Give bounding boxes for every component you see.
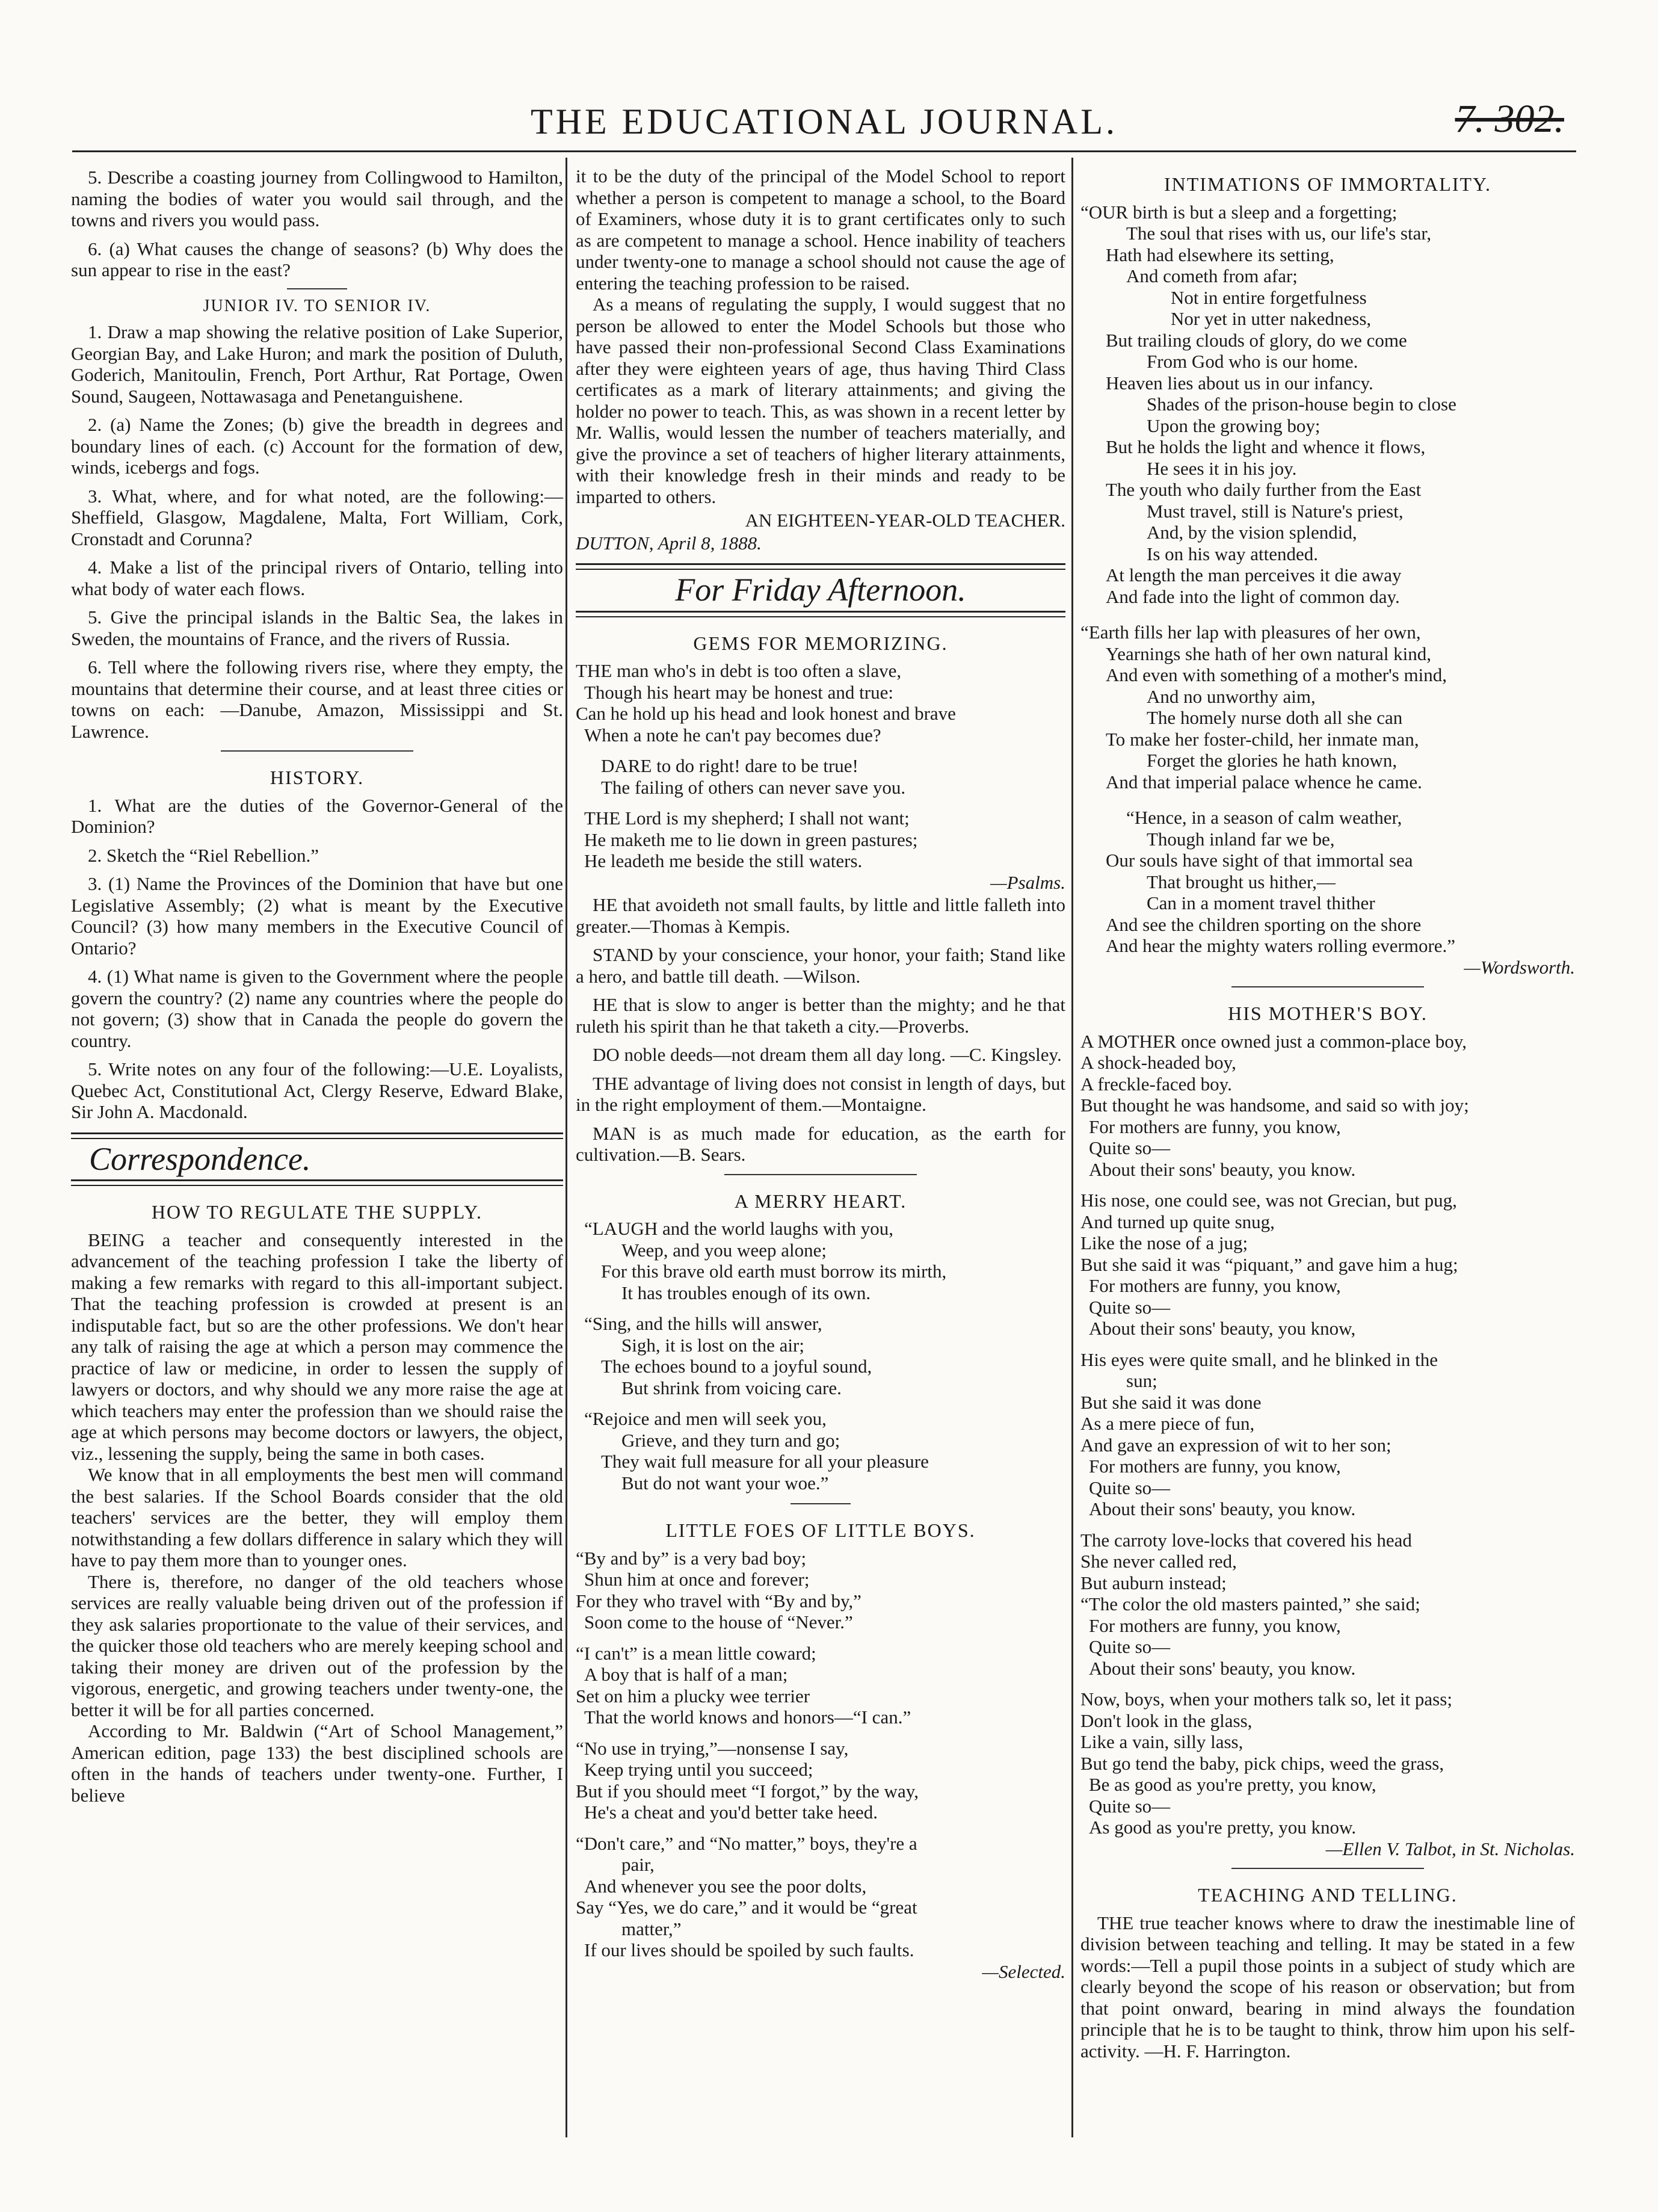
poem-line: That brought us hither,— [1147,871,1336,892]
poem-line: Quite so— [1089,1296,1171,1318]
history-question: 1. What are the duties of the Governor-General of the Dominion? [71,794,563,837]
poem-line: From God who is our home. [1147,351,1358,372]
poem-line: And even with something of a mother's mind, [1106,664,1447,685]
poem-line: For mothers are funny, you know, [1089,1275,1341,1296]
teaching-heading: TEACHING AND TELLING. [1198,1884,1458,1906]
poem-line: “No use in trying,”—nonsense I say, [576,1737,849,1759]
junior-question: 5. Give the principal islands in the Baltic Sea, the lakes in Sweden, the mountains of France, and the rivers of Russia. [71,607,563,649]
divider [1231,1868,1424,1869]
poem-line: He sees it in his joy. [1147,457,1297,479]
letter-signature: AN EIGHTEEN-YEAR-OLD TEACHER. [745,510,1065,531]
foes-stanza [576,1643,1065,1728]
psalms-attribution: —Psalms. [990,871,1065,893]
divider [221,750,413,752]
column-rule-2 [1071,158,1073,2137]
column-3 [1080,165,1575,2062]
poem-line: He leadeth me beside the still waters. [584,850,863,871]
poem-line: Quite so— [1089,1477,1171,1498]
merry-stanza [576,1218,1065,1303]
supply-heading: HOW TO REGULATE THE SUPPLY. [151,1201,483,1223]
poem-line: For they who travel with “By and by,” [576,1590,861,1611]
poem-line: She never called red, [1080,1551,1237,1572]
history-heading: HISTORY. [270,767,365,788]
poem-line: “Don't care,” and “No matter,” boys, they're a [576,1832,917,1854]
junior-question: 4. Make a list of the principal rivers of Ontario, telling into what body of water each flows. [71,557,563,599]
poem-line: They wait full measure for all your pleasure [601,1451,929,1472]
gems-heading: GEMS FOR MEMORIZING. [693,632,948,654]
poem-line: “Earth fills her lap with pleasures of her own, [1080,622,1421,643]
junior-question: 6. Tell where the following rivers rise, where they empty, the mountains that determine their course, and at least three cities or towns on each: —Danube, Amazon, Mississippi and St. Lawrence. [71,656,563,742]
gem-prose: MAN is as much made for education, as the earth for cultivation.—B. Sears. [576,1122,1065,1165]
poem-line: “Sing, and the hills will answer, [584,1313,822,1334]
talbot-attribution: —Ellen V. Talbot, in St. Nicholas. [1325,1838,1575,1859]
divider [1231,986,1424,987]
poem-line: Upon the growing boy; [1147,415,1321,436]
poem-line: But do not want your woe.” [621,1472,829,1494]
mothers-stanza [1080,1688,1575,1838]
history-question: 2. Sketch the “Riel Rebellion.” [88,844,319,866]
poem-line: But if you should meet “I forgot,” by the way, [576,1780,919,1802]
poem-line: But she said it was done [1080,1391,1262,1413]
geo-question: 6. (a) What causes the change of seasons? (b) Why does the sun appear to rise in the east? [71,238,563,280]
mothers-stanza [1080,1190,1575,1339]
poem-line: The youth who daily further from the East [1106,479,1422,500]
gem-poem [576,660,1065,746]
poem-line: For this brave old earth must borrow its mirth, [601,1261,947,1282]
poem-line: The carroty love-locks that covered his head [1080,1529,1412,1551]
poem-line: When a note he can't pay becomes due? [584,724,881,746]
geo-question: 5. Describe a coasting journey from Collingwood to Hamilton, naming the bodies of water you would sail through, and the towns and rivers you would pass. [71,167,563,230]
immortality-stanza [1080,622,1575,792]
poem-line: Like a vain, silly lass, [1080,1731,1244,1752]
little-foes-heading: LITTLE FOES OF LITTLE BOYS. [665,1519,976,1541]
poem-line: And gave an expression of wit to her son; [1080,1434,1391,1456]
poem-line: A freckle-faced boy. [1080,1073,1232,1095]
history-question: 3. (1) Name the Provinces of the Dominion that have but one Legislative Assembly; (2) what is meant by the Executive Council? (3) how many members in the Executive Council of Ontario? [71,873,563,959]
poem-line: Say “Yes, we do care,” and it would be “great [576,1897,917,1918]
poem-line: About their sons' beauty, you know. [1089,1498,1356,1519]
column-1 [71,165,563,1806]
poem-line: matter,” [621,1918,682,1939]
poem-line: His nose, one could see, was not Grecian, but pug, [1080,1190,1457,1211]
poem-line: “I can't” is a mean little coward; [576,1642,816,1664]
supply-paragraph: BEING a teacher and consequently interested in the advancement of the teaching profession I take the liberty of making a few remarks with regard to this all-important subject. That the teaching profession is crowded at present is an indisputable fact, but so are the other professions. We don't hear any talk of raising the age at which a person may commence the practice of law or medicine, in order to lessen the supply of lawyers or doctors, and why should we any more raise the age at which teachers may enter the profession than we should raise the age at which persons may become doctors or lawyers, the object, viz., lessening the supply, being the same in both cases. [71,1229,563,1464]
supply-paragraph: According to Mr. Baldwin (“Art of School Management,” American edition, page 133) the best disciplined schools are often in the hands of teachers under twenty-one. Further, I believe [71,1720,563,1806]
poem-line: Now, boys, when your mothers talk so, let it pass; [1080,1688,1452,1710]
supply-paragraph: There is, therefore, no danger of the old teachers whose services are really valuable being driven out of the profession if they ask salaries proportionate to the value of their services, and the quicker those old teachers who are merely keeping school and taking their money are driven out of the profession by the vigorous, energetic, and growing teachers under twenty-one, the better it will be for all parties concerned. [71,1571,563,1720]
supply-paragraph: We know that in all employments the best men will command the best salaries. If the School Boards consider that the old teachers' services are the better, they will employ them notwithstanding a few dollars difference in salary which they will have to pay them more than to younger ones. [71,1464,563,1571]
poem-line: Hath had elsewhere its setting, [1106,244,1334,265]
gem-prose: STAND by your conscience, your honor, your faith; Stand like a hero, and battle till death. —Wilson. [576,944,1065,987]
poem-line: “Rejoice and men will seek you, [584,1408,827,1429]
poem-line: And that imperial palace whence he came. [1106,771,1422,792]
poem-line: Can he hold up his head and look honest and brave [576,703,956,724]
poem-line: For mothers are funny, you know, [1089,1116,1341,1137]
immortality-stanza [1080,202,1575,608]
mothers-stanza [1080,1349,1575,1520]
poem-line: But trailing clouds of glory, do we come [1106,329,1407,351]
poem-line: The echoes bound to a joyful sound, [601,1356,872,1377]
column-2 [576,165,1065,1982]
poem-line: Is on his way attended. [1147,543,1318,564]
poem-line: Heaven lies about us in our infancy. [1106,372,1373,394]
poem-line: Set on him a plucky wee terrier [576,1685,810,1707]
poem-line: If our lives should be spoiled by such faults. [584,1939,914,1960]
page-header [72,96,1576,156]
poem-line: Quite so— [1089,1636,1171,1657]
gem-prose: HE that is slow to anger is better than the mighty; and he that ruleth his spirit than he that taketh a city.—Proverbs. [576,994,1065,1037]
poem-line: Shun him at once and forever; [584,1569,810,1590]
divider [724,1174,917,1175]
poem-line: THE man who's in debt is too often a slave, [576,660,902,681]
poem-line: Though inland far we be, [1147,828,1335,850]
poem-line: He's a cheat and you'd better take heed. [584,1802,878,1823]
poem-line: A MOTHER once owned just a common-place boy, [1080,1030,1467,1052]
poem-line: Sigh, it is lost on the air; [621,1334,804,1356]
poem-line: And fade into the light of common day. [1106,585,1400,607]
supply-continued: it to be the duty of the principal of the Model School to report whether a person is competent to manage a school, to the Board of Examiners, whose duty it is to grant certificates only to such as are competent to manage a school. Hence inability of teachers under twenty-one to manage a school should not cause the age of entering the teaching profession to be raised. [576,165,1065,294]
poem-line: He maketh me to lie down in green pastures; [584,829,918,850]
foes-stanza [576,1548,1065,1633]
poem-line: The soul that rises with us, our life's star, [1126,223,1432,244]
poem-line: Soon come to the house of “Never.” [584,1611,853,1633]
poem-line: To make her foster-child, her inmate man, [1106,728,1419,750]
poem-line: “LAUGH and the world laughs with you, [584,1218,893,1239]
gem-prose: DO noble deeds—not dream them all day long. —C. Kingsley. [593,1044,1062,1065]
poem-line: Weep, and you weep alone; [621,1239,827,1261]
merry-stanza [576,1408,1065,1494]
poem-line: About their sons' beauty, you know. [1089,1158,1356,1180]
history-question: 4. (1) What name is given to the Government where the people govern the country? (2) name any countries where the people do not govern; (3) show that in Canada the people do govern the country. [71,966,563,1051]
poem-line: At length the man perceives it die away [1106,564,1402,585]
gem-poem [576,808,1065,872]
section-rule [576,611,1065,617]
teaching-paragraph: THE true teacher knows where to draw the inestimable line of division between teaching and telling. It may be stated in a few words:—Tell a pupil those points in a subject of study which are clearly beyond the scope of his reason or observation; but from that point onward, bearing in mind always the foundation principle that he is to be taught to think, throw him upon his self-activity. —H. F. Harrington. [1080,1912,1575,2062]
poem-line: And cometh from afar; [1126,265,1298,286]
poem-line: But go tend the baby, pick chips, weed the grass, [1080,1752,1444,1774]
poem-line: The homely nurse doth all she can [1147,707,1403,728]
poem-line: A shock-headed boy, [1080,1052,1236,1073]
poem-line: As a mere piece of fun, [1080,1413,1255,1434]
journal-title: THE EDUCATIONAL JOURNAL. [530,102,1118,141]
poem-line: About their sons' beauty, you know. [1089,1657,1356,1679]
immortality-heading: INTIMATIONS OF IMMORTALITY. [1163,173,1492,195]
poem-line: DARE to do right! dare to be true! [601,755,858,776]
poem-line: Keep trying until you succeed; [584,1759,813,1780]
junior-question: 3. What, where, and for what noted, are the following:—Sheffield, Glasgow, Magdalene, Malta, Fort William, Cork, Cronstadt and Corunna? [71,485,563,549]
poem-line: Can in a moment travel thither [1147,892,1375,913]
selected-attribution: —Selected. [982,1960,1065,1982]
friday-afternoon-title: For Friday Afternoon. [675,572,966,608]
section-rule [71,1179,563,1186]
section-rule [576,563,1065,570]
gem-prose: HE that avoideth not small faults, by little and little falleth into greater.—Thomas à Kempis. [576,894,1065,937]
junior-question: 1. Draw a map showing the relative position of Lake Superior, Georgian Bay, and Lake Huron; and mark the position of Duluth, Goderich, Manitoulin, French, Port Arthur, Rat Portage, Owen Sound, Saugeen, Nottawasaga and Penetanguishene. [71,321,563,407]
poem-line: Quite so— [1089,1795,1171,1817]
poem-line: For mothers are funny, you know, [1089,1614,1341,1636]
poem-line: And turned up quite snug, [1080,1211,1275,1232]
poem-line: Quite so— [1089,1137,1171,1158]
immortality-stanza [1080,807,1575,957]
correspondence-title: Correspondence. [89,1140,311,1177]
poem-line: But she said it was “piquant,” and gave him a hug; [1080,1253,1458,1275]
poem-line: Our souls have sight of that immortal sea [1106,850,1413,871]
poem-line: “Hence, in a season of calm weather, [1126,807,1402,828]
divider [287,288,347,289]
poem-line: And whenever you see the poor dolts, [584,1875,867,1897]
poem-line: As good as you're pretty, you know. [1089,1817,1357,1838]
header-rule [72,150,1576,152]
poem-line: Shades of the prison-house begin to close [1147,394,1456,415]
page-number: 7. 302. [1455,97,1564,141]
poem-line: A boy that is half of a man; [584,1664,788,1685]
junior-question: 2. (a) Name the Zones; (b) give the breadth in degrees and boundary lines of each. (c) Account for the formation of dew, winds, icebergs and fogs. [71,414,563,478]
poem-line: About their sons' beauty, you know, [1089,1318,1356,1339]
mothers-boy-heading: HIS MOTHER'S BOY. [1228,1003,1428,1024]
poem-line: His eyes were quite small, and he blinked in the [1080,1349,1438,1370]
poem-line: Forget the glories he hath known, [1147,750,1398,771]
divider [790,1503,851,1504]
poem-line: Though his heart may be honest and true: [584,681,893,703]
poem-line: Must travel, still is Nature's priest, [1147,500,1404,522]
foes-stanza [576,1833,1065,1961]
gem-poem [576,755,1065,798]
poem-line: “OUR birth is but a sleep and a forgetting; [1080,201,1398,223]
poem-line: For mothers are funny, you know, [1089,1456,1341,1477]
poem-line: sun; [1126,1370,1157,1391]
poem-line: And hear the mighty waters rolling evermore.” [1106,935,1456,956]
wordsworth-attribution: —Wordsworth. [1464,956,1575,978]
section-rule [71,1132,563,1139]
poem-line: It has troubles enough of its own. [621,1282,871,1303]
poem-line: The failing of others can never save you. [601,776,906,798]
poem-line: And, by the vision splendid, [1147,522,1357,543]
poem-line: pair, [621,1854,655,1875]
poem-line: And no unworthy aim, [1147,685,1316,707]
supply-continued: As a means of regulating the supply, I would suggest that no person be allowed to enter the Model Schools but those who have passed their non-professional Second Class Examinations after they were eighteen years of age, thus having Third Class certificates as a mark of literary attainments; and giving the holder no power to teach. This, as was shown in a recent letter by Mr. Wallis, would lessen the number of teachers materially, and give the province a set of teachers of higher literary attainments, with their knowledge fresh in their minds and ready to be imparted to others. [576,294,1065,507]
column-rule-1 [566,158,567,2137]
poem-line: But thought he was handsome, and said so with joy; [1080,1095,1469,1116]
poem-line: But he holds the light and whence it flows, [1106,436,1426,457]
poem-line: That the world knows and honors—“I can.” [584,1707,911,1728]
poem-line: Nor yet in utter nakedness, [1171,308,1372,329]
poem-line: And see the children sporting on the shore [1106,913,1422,935]
gem-prose: THE advantage of living does not consist in length of days, but in the right employment of them.—Montaigne. [576,1072,1065,1115]
poem-line: THE Lord is my shepherd; I shall not want; [584,808,910,829]
mothers-stanza [1080,1530,1575,1679]
merry-stanza [576,1313,1065,1398]
poem-line: “The color the old masters painted,” she said; [1080,1593,1420,1614]
junior-heading: JUNIOR IV. TO SENIOR IV. [203,296,431,315]
poem-line: But auburn instead; [1080,1572,1227,1593]
poem-line: Don't look in the glass, [1080,1710,1253,1731]
foes-stanza [576,1738,1065,1823]
poem-line: Not in entire forgetfulness [1171,286,1367,308]
poem-line: Grieve, and they turn and go; [621,1429,840,1451]
history-question: 5. Write notes on any four of the following:—U.E. Loyalists, Quebec Act, Constitutional Act, Clergy Reserve, Edward Blake, Sir John A. Macdonald. [71,1058,563,1122]
poem-line: “By and by” is a very bad boy; [576,1547,807,1569]
letter-dateline: DUTTON, April 8, 1888. [576,532,762,554]
poem-line: But shrink from voicing care. [621,1377,842,1398]
poem-line: Be as good as you're pretty, you know, [1089,1774,1376,1795]
poem-line: Yearnings she hath of her own natural kind, [1106,643,1431,664]
poem-line: Like the nose of a jug; [1080,1232,1248,1253]
mothers-stanza [1080,1031,1575,1181]
merry-heart-heading: A MERRY HEART. [734,1190,907,1212]
